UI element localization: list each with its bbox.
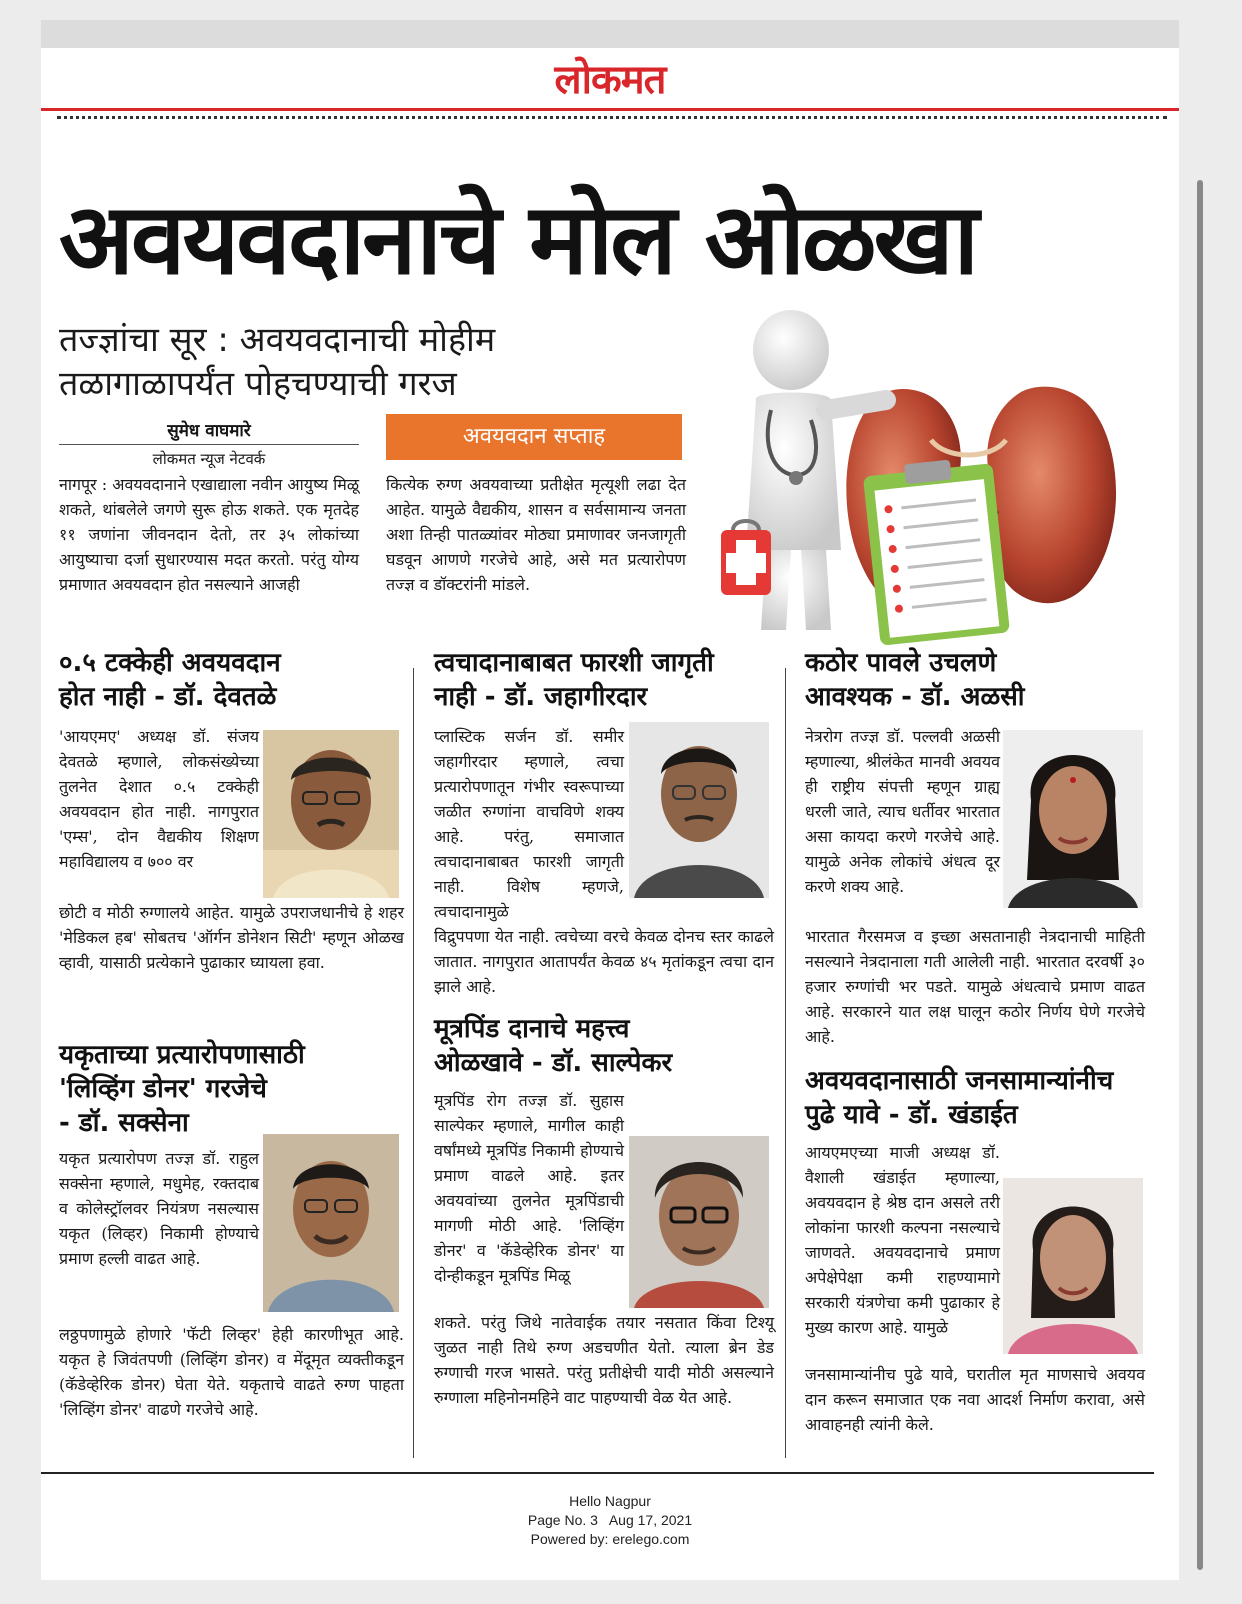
- byline: सुमेध वाघमारे: [59, 418, 359, 445]
- khandait-photo: [1003, 1178, 1143, 1354]
- subhead-line-1: तज्ज्ञांचा सूर : अवयवदानाची मोहीम: [59, 320, 496, 360]
- devtale-heading: [59, 646, 399, 714]
- jahagirdar-heading-line-2: नाही - डॉ. जहागीरदार: [434, 682, 648, 712]
- jahagirdar-text-1: प्लास्टिक सर्जन डॉ. समीर जहागीरदार म्हणाले, त्वचा प्रत्यारोपणातून गंभीर स्वरूपाच्या जळीत रुग्णांना वाचविणे शक्य आहे. परंतु, समाजात त्वचादानाबाबत फारशी जागृती नाही. विशेष म्हणजे, त्वचादानामुळे: [434, 727, 624, 921]
- saxena-heading-line-1: यकृताच्या प्रत्यारोपणासाठी: [59, 1040, 305, 1070]
- top-strip: [41, 20, 1179, 48]
- footer-page-date: Page No. 3 Aug 17, 2021: [527, 1512, 693, 1528]
- subhead-line-2: तळागाळापर्यंत पोहचण्याची गरज: [59, 364, 457, 404]
- alsi-heading: [805, 646, 1145, 714]
- khandait-text-2: जनसामान्यांनीच पुढे यावे, घरातील मृत माणसाचे अवयव दान करून समाजात एक नवा आदर्श निर्माण करावा, असे आवाहनही त्यांनी केले.: [805, 1365, 1145, 1434]
- alsi-text-1: नेत्ररोग तज्ज्ञ डॉ. पल्लवी अळसी म्हणाल्या, श्रीलंकेत मानवी अवयव ही राष्ट्रीय संपत्ती म्हणून ग्राह्य धरली जाते, त्याच धर्तीवर भारतात असा कायदा करणे गरजेचे आहे. यामुळे अनेक लोकांचे अंधत्व दूर करणे शक्य आहे.: [805, 727, 1000, 896]
- salpekar-heading-line-1: मूत्रपिंड दानाचे महत्त्व: [434, 1014, 630, 1044]
- saxena-heading-line-3: - डॉ. सक्सेना: [59, 1108, 189, 1138]
- alsi-photo: [1003, 730, 1143, 908]
- salpekar-heading: [434, 1012, 774, 1080]
- page-footer: [41, 1492, 1179, 1549]
- footer-powered-by[interactable]: Powered by: erelego.com: [530, 1531, 690, 1547]
- newspaper-page: [41, 20, 1179, 1580]
- week-paragraph: कित्येक रुग्ण अवयवाच्या प्रतीक्षेत मृत्यूशी लढा देत आहेत. यामुळे वैद्यकीय, शासन व सर्वसामान्य जनता अशा तिन्ही पातळ्यांवर मोठ्या प्रमाणावर जनजागृती घडवून आणणे गरजेचे आहे, असे मत प्रत्यारोपण तज्ज्ञ व डॉक्टरांनी मांडले.: [386, 475, 686, 594]
- saxena-text-1: यकृत प्रत्यारोपण तज्ज्ञ डॉ. राहुल सक्सेना म्हणाले, मधुमेह, रक्तदाब व कोलेस्ट्रॉलवर नियंत्रण नसल्यास यकृत (लिव्हर) निकामी होण्याचे प्रमाण हल्ली वाढत आहे.: [59, 1149, 259, 1268]
- khandait-heading-line-2: पुढे यावे - डॉ. खंडाईत: [805, 1100, 1018, 1130]
- devtale-text-2: छोटी व मोठी रुग्णालये आहेत. यामुळे उपराजधानीचे हे शहर 'मेडिकल हब' सोबतच 'ऑर्गन डोनेशन सिटी' म्हणून ओळख व्हावी, यासाठी प्रत्येकाने पुढाकार घ्यायला हवा.: [59, 903, 404, 972]
- lead-paragraph: नागपूर : अवयवदानाने एखाद्याला नवीन आयुष्य मिळू शकते, थांबलेले जगणे सुरू होऊ शकते. एक मृतदेह ११ जणांना जीवनदान देतो, तर ३५ लोकांच्या आयुष्याचा दर्जा सुधारण्यास मदत करतो. परंतु योग्य प्रमाणात अवयवदान होत नसल्याने आजही: [59, 475, 359, 594]
- saxena-heading-line-2: 'लिव्हिंग डोनर' गरजेचे: [59, 1074, 267, 1104]
- khandait-heading: [805, 1064, 1155, 1132]
- devtale-text-1: 'आयएमए' अध्यक्ष डॉ. संजय देवतळे म्हणाले, लोकसंख्येच्या तुलनेत देशात ०.५ टक्केही अवयवदान होत नाही. नागपुरात 'एम्स', दोन वैद्यकीय शिक्षण महाविद्यालय व ७०० वर: [59, 727, 259, 871]
- column-divider-2: [785, 668, 786, 1458]
- alsi-heading-line-2: आवश्यक - डॉ. अळसी: [805, 682, 1025, 712]
- subhead: [59, 318, 619, 406]
- salpekar-text-2: शकते. परंतु जिथे नातेवाईक तयार नसतात किंवा टिश्यू जुळत नाही तिथे रुग्ण अडचणीत येतो. त्याला ब्रेन डेड रुग्णाची गरज भासते. परंतु प्रतीक्षेची यादी मोठी असल्याने रुग्णाला महिनोनमहिने वाट पाहण्याची वेळ येत आहे.: [434, 1313, 774, 1407]
- devtale-photo: [263, 730, 399, 898]
- devtale-heading-line-2: होत नाही - डॉ. देवतळे: [59, 682, 277, 712]
- alsi-text-2: भारतात गैरसमज व इच्छा असतानाही नेत्रदानाची माहिती नसल्याने नेत्रदानाला गती आलेली नाही. भारतात दरवर्षी ३० हजार रुग्णांची भर पडते. यामुळे अंधत्वाचे प्रमाण वाढत आहे. सरकारने यात लक्ष घालून कठोर निर्णय घेणे गरजेचे आहे.: [805, 927, 1145, 1046]
- scrollbar[interactable]: [1197, 180, 1203, 1570]
- khandait-text-1: आयएमएच्या माजी अध्यक्ष डॉ. वैशाली खंडाईत म्हणाल्या, अवयवदान हे श्रेष्ठ दान असले तरी लोकांना फारशी कल्पना नसल्याचे जाणवते. अवयवदानाचे प्रमाण अपेक्षेपेक्षा कमी राहण्यामागे सरकारी यंत्रणेचा कमी पुढाकार हे मुख्य कारण आहे. यामुळे: [805, 1143, 1000, 1337]
- khandait-heading-line-1: अवयवदानासाठी जनसामान्यांनीच: [805, 1066, 1114, 1096]
- salpekar-text-1: मूत्रपिंड रोग तज्ज्ञ डॉ. सुहास साल्पेकर म्हणाले, मागील काही वर्षांमध्ये मूत्रपिंड निकामी होण्याचे प्रमाण वाढले आहे. इतर अवयवांच्या तुलनेत मूत्रपिंडाची मागणी मोठी आहे. 'लिव्हिंग डोनर' व 'कॅडेव्हेरिक डोनर' या दोन्हीकडून मूत्रपिंड मिळू: [434, 1091, 624, 1285]
- saxena-photo: [263, 1134, 399, 1312]
- footer-edition: Hello Nagpur: [569, 1493, 651, 1509]
- news-network: लोकमत न्यूज नेटवर्क: [152, 450, 266, 468]
- masthead-logo: लोकमत: [554, 56, 666, 103]
- alsi-heading-line-1: कठोर पावले उचलणे: [805, 648, 997, 678]
- masthead-rule: [41, 108, 1179, 111]
- organ-illustration: [691, 300, 1151, 650]
- footer-rule: [41, 1472, 1154, 1474]
- jahagirdar-photo: [629, 722, 769, 898]
- jahagirdar-heading-line-1: त्वचादानाबाबत फारशी जागृती: [434, 648, 714, 678]
- salpekar-photo: [629, 1136, 769, 1308]
- week-banner: अवयवदान सप्ताह: [386, 414, 682, 460]
- headline: अवयवदानाचे मोल ओळखा: [59, 183, 977, 297]
- devtale-heading-line-1: ०.५ टक्केही अवयवदान: [59, 648, 281, 678]
- jahagirdar-heading: [434, 646, 774, 714]
- dotted-rule: [57, 116, 1167, 119]
- saxena-text-2: लठ्ठपणामुळे होणारे 'फॅटी लिव्हर' हेही कारणीभूत आहे. यकृत हे जिवंतपणी (लिव्हिंग डोनर) व मेंदूमृत व्यक्तीकडून (कॅडेव्हेरिक डोनर) घेता येते. यकृताचे वाढते रुग्ण पाहता 'लिव्हिंग डोनर' वाढणे गरजेचे आहे.: [59, 1325, 404, 1419]
- jahagirdar-text-2: विद्रुपपणा येत नाही. त्वचेच्या वरचे केवळ दोनच स्तर काढले जातात. नागपुरात आतापर्यंत केवळ ४५ मृतांकडून त्वचा दान झाले आहे.: [434, 927, 774, 996]
- saxena-heading: [59, 1038, 399, 1140]
- salpekar-heading-line-2: ओळखावे - डॉ. साल्पेकर: [434, 1048, 673, 1078]
- column-divider-1: [413, 668, 414, 1458]
